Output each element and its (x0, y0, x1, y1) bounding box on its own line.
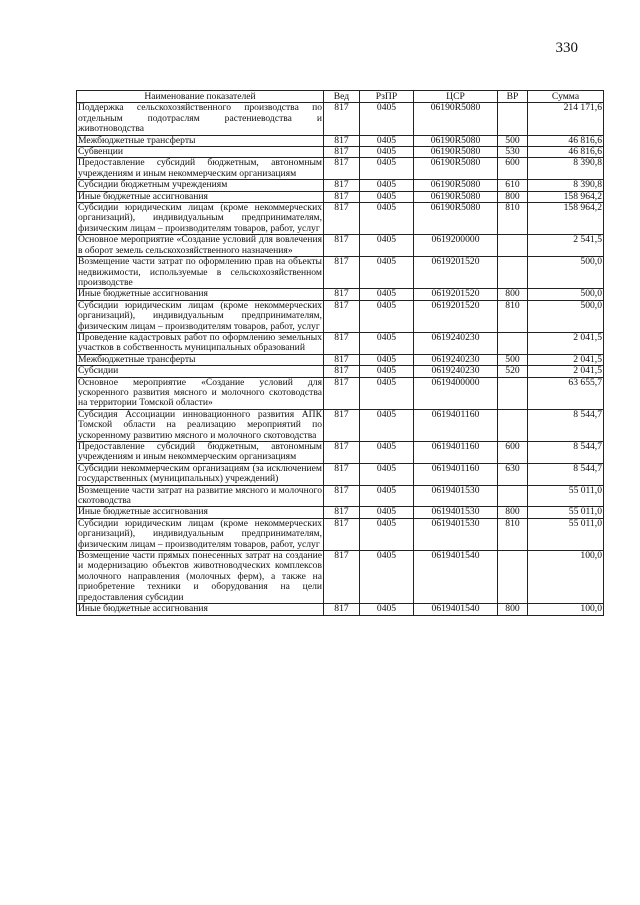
cell-sum: 46 816,6 (528, 147, 604, 158)
cell-vr (498, 257, 528, 289)
cell-sum: 46 816,6 (528, 135, 604, 146)
cell-rzpr: 0405 (360, 409, 414, 441)
cell-vr (498, 485, 528, 507)
cell-vr: 810 (498, 300, 528, 332)
table-row (77, 485, 604, 507)
cell-csr: 06190R5080 (414, 103, 498, 135)
cell-rzpr: 0405 (360, 518, 414, 550)
cell-csr: 0619401160 (414, 409, 498, 441)
cell-ved: 817 (324, 191, 360, 202)
cell-vr: 500 (498, 354, 528, 365)
table-row (77, 442, 604, 464)
cell-vr: 630 (498, 463, 528, 485)
cell-name: Субсидии бюджетным учреждениям (77, 180, 324, 191)
table-row (77, 103, 604, 135)
cell-name: Межбюджетные трансферты (77, 354, 324, 365)
table-row (77, 135, 604, 146)
cell-ved: 817 (324, 377, 360, 409)
cell-name: Субсидия Ассоциации инновационного развития АПК Томской области на реализацию мероприятий по ускоренному развитию мясного и молочного скотоводства (78, 408, 322, 441)
table-row (77, 409, 604, 441)
table-row (77, 203, 604, 235)
cell-sum: 214 171,6 (528, 103, 604, 135)
table-row (77, 377, 604, 409)
cell-rzpr: 0405 (360, 300, 414, 332)
cell-sum: 2 041,5 (528, 366, 604, 377)
budget-table (76, 90, 604, 616)
cell-rzpr: 0405 (360, 463, 414, 485)
cell-vr: 600 (498, 442, 528, 464)
cell-ved: 817 (324, 289, 360, 300)
cell-csr: 0619240230 (414, 332, 498, 354)
table-row (77, 235, 604, 257)
cell-vr: 500 (498, 135, 528, 146)
table-row (77, 289, 604, 300)
cell-ved: 817 (324, 518, 360, 550)
cell-name: Поддержка сельскохозяйственного производства по отдельным подотраслям растениеводства и животноводства (78, 102, 322, 135)
cell-rzpr: 0405 (360, 203, 414, 235)
cell-rzpr: 0405 (360, 442, 414, 464)
cell-vr (498, 103, 528, 135)
cell-csr: 06190R5080 (414, 180, 498, 191)
cell-sum: 100,0 (528, 551, 604, 604)
cell-csr: 0619201520 (414, 300, 498, 332)
cell-vr: 800 (498, 604, 528, 615)
cell-csr: 0619401160 (414, 442, 498, 464)
cell-ved: 817 (324, 103, 360, 135)
cell-ved: 817 (324, 203, 360, 235)
cell-rzpr: 0405 (360, 485, 414, 507)
cell-csr: 0619400000 (414, 377, 498, 409)
cell-sum: 2 041,5 (528, 332, 604, 354)
cell-rzpr: 0405 (360, 289, 414, 300)
table-row (77, 332, 604, 354)
cell-sum: 2 541,5 (528, 235, 604, 257)
cell-csr: 06190R5080 (414, 203, 498, 235)
cell-ved: 817 (324, 158, 360, 180)
cell-ved: 817 (324, 257, 360, 289)
cell-ved: 817 (324, 180, 360, 191)
header-vr: ВР (498, 91, 528, 103)
table-row (77, 366, 604, 377)
cell-sum: 8 390,8 (528, 180, 604, 191)
cell-rzpr: 0405 (360, 147, 414, 158)
table-row (77, 507, 604, 518)
cell-name: Субсидии юридическим лицам (кроме некоммерческих организаций), индивидуальным предпринимателям, физическим лицам – производителям товаров, работ, услуг (78, 202, 322, 234)
cell-vr (498, 551, 528, 604)
cell-ved: 817 (324, 604, 360, 615)
cell-csr: 0619240230 (414, 366, 498, 377)
cell-vr: 520 (498, 366, 528, 377)
cell-vr: 810 (498, 518, 528, 550)
cell-sum: 158 964,2 (528, 191, 604, 202)
cell-rzpr: 0405 (360, 180, 414, 191)
cell-ved: 817 (324, 485, 360, 507)
cell-name: Возмещение части прямых понесенных затрат на создание и модернизацию объектов животноводческих комплексов молочного направления (молочных ферм), а также на приобретение техники и оборудования на цели предоставления субсидии (78, 550, 322, 603)
cell-ved: 817 (324, 300, 360, 332)
header-rzpr: РзПР (360, 91, 414, 103)
cell-sum: 8 544,7 (528, 409, 604, 441)
table-row (77, 257, 604, 289)
cell-sum: 55 011,0 (528, 518, 604, 550)
cell-name: Субсидии некоммерческим организациям (за исключением государственных (муниципальных) учреждений) (78, 462, 322, 485)
cell-sum: 8 390,8 (528, 158, 604, 180)
cell-name: Субсидии юридическим лицам (кроме некоммерческих организаций), индивидуальным предпринимателям, физическим лицам – производителям товаров, работ, услуг (78, 299, 322, 332)
table-row (77, 518, 604, 550)
cell-vr: 600 (498, 158, 528, 180)
cell-csr: 0619200000 (414, 235, 498, 257)
cell-ved: 817 (324, 442, 360, 464)
cell-sum: 500,0 (528, 300, 604, 332)
cell-ved: 817 (324, 507, 360, 518)
cell-vr: 800 (498, 507, 528, 518)
cell-csr: 0619401160 (414, 463, 498, 485)
cell-csr: 0619201520 (414, 289, 498, 300)
cell-rzpr: 0405 (360, 103, 414, 135)
header-csr: ЦСР (414, 91, 498, 103)
cell-vr (498, 235, 528, 257)
cell-rzpr: 0405 (360, 604, 414, 615)
cell-sum: 63 655,7 (528, 377, 604, 409)
cell-csr: 0619240230 (414, 354, 498, 365)
cell-ved: 817 (324, 332, 360, 354)
cell-vr: 800 (498, 191, 528, 202)
cell-csr: 0619401530 (414, 485, 498, 507)
cell-rzpr: 0405 (360, 377, 414, 409)
table-row (77, 354, 604, 365)
cell-ved: 817 (324, 235, 360, 257)
table-row (77, 551, 604, 604)
cell-csr: 06190R5080 (414, 158, 498, 180)
cell-rzpr: 0405 (360, 551, 414, 604)
cell-name: Основное мероприятие «Создание условий для вовлечения в оборот земель сельскохозяйственного назначения» (78, 234, 322, 256)
cell-sum: 8 544,7 (528, 463, 604, 485)
cell-vr: 810 (498, 203, 528, 235)
table-row (77, 191, 604, 202)
cell-name: Возмещение части затрат по оформлению прав на объекты недвижимости, используемые в сельскохозяйственном производстве (78, 256, 322, 288)
cell-vr (498, 377, 528, 409)
cell-csr: 0619201520 (414, 257, 498, 289)
cell-ved: 817 (324, 551, 360, 604)
cell-sum: 2 041,5 (528, 354, 604, 365)
cell-name: Возмещение части затрат на развитие мясного и молочного скотоводства (78, 484, 322, 507)
cell-name: Иные бюджетные ассигнования (77, 289, 324, 300)
cell-name: Иные бюджетные ассигнования (77, 507, 324, 518)
cell-sum: 55 011,0 (528, 485, 604, 507)
cell-rzpr: 0405 (360, 158, 414, 180)
cell-sum: 100,0 (528, 604, 604, 615)
cell-name: Субвенции (77, 147, 324, 158)
cell-rzpr: 0405 (360, 235, 414, 257)
cell-name: Основное мероприятие «Создание условий для ускоренного развития мясного и молочного скотоводства на территории Томской области» (78, 376, 322, 409)
cell-ved: 817 (324, 135, 360, 146)
cell-vr: 610 (498, 180, 528, 191)
cell-csr: 0619401530 (414, 518, 498, 550)
cell-csr: 0619401540 (414, 604, 498, 615)
cell-name: Субсидии юридическим лицам (кроме некоммерческих организаций), индивидуальным предпринимателям, физическим лицам – производителям товаров, работ, услуг (78, 517, 322, 550)
cell-sum: 8 544,7 (528, 442, 604, 464)
cell-sum: 500,0 (528, 257, 604, 289)
cell-csr: 0619401540 (414, 551, 498, 604)
cell-name: Межбюджетные трансферты (77, 135, 324, 146)
cell-csr: 06190R5080 (414, 135, 498, 146)
header-ved: Вед (324, 91, 360, 103)
table-header-row (77, 91, 604, 103)
cell-name: Иные бюджетные ассигнования (77, 604, 324, 615)
table-body (77, 103, 604, 615)
cell-rzpr: 0405 (360, 257, 414, 289)
cell-vr: 800 (498, 289, 528, 300)
cell-csr: 0619401530 (414, 507, 498, 518)
cell-ved: 817 (324, 463, 360, 485)
cell-sum: 55 011,0 (528, 507, 604, 518)
table-row (77, 147, 604, 158)
cell-ved: 817 (324, 147, 360, 158)
cell-csr: 06190R5080 (414, 191, 498, 202)
table-row (77, 604, 604, 615)
page-number: 330 (555, 40, 578, 56)
cell-ved: 817 (324, 366, 360, 377)
cell-vr (498, 409, 528, 441)
cell-name: Предоставление субсидий бюджетным, автономным учреждениям и иным некоммерческим организациям (78, 441, 322, 463)
table-row (77, 180, 604, 191)
cell-name: Иные бюджетные ассигнования (77, 191, 324, 202)
cell-rzpr: 0405 (360, 507, 414, 518)
table-row (77, 300, 604, 332)
cell-sum: 158 964,2 (528, 203, 604, 235)
cell-vr: 530 (498, 147, 528, 158)
cell-name: Предоставление субсидий бюджетным, автономным учреждениям и иным некоммерческим организациям (78, 157, 322, 179)
cell-sum: 500,0 (528, 289, 604, 300)
table-row (77, 463, 604, 485)
cell-vr (498, 332, 528, 354)
cell-csr: 06190R5080 (414, 147, 498, 158)
cell-ved: 817 (324, 354, 360, 365)
header-name: Наименование показателей (77, 91, 324, 103)
cell-rzpr: 0405 (360, 135, 414, 146)
cell-rzpr: 0405 (360, 366, 414, 377)
cell-name: Проведение кадастровых работ по оформлению земельных участков в собственность муниципальных образований (78, 331, 322, 354)
table-row (77, 158, 604, 180)
cell-name: Субсидии (77, 366, 324, 377)
cell-rzpr: 0405 (360, 354, 414, 365)
cell-rzpr: 0405 (360, 332, 414, 354)
cell-rzpr: 0405 (360, 191, 414, 202)
header-sum: Сумма (528, 91, 604, 103)
cell-ved: 817 (324, 409, 360, 441)
